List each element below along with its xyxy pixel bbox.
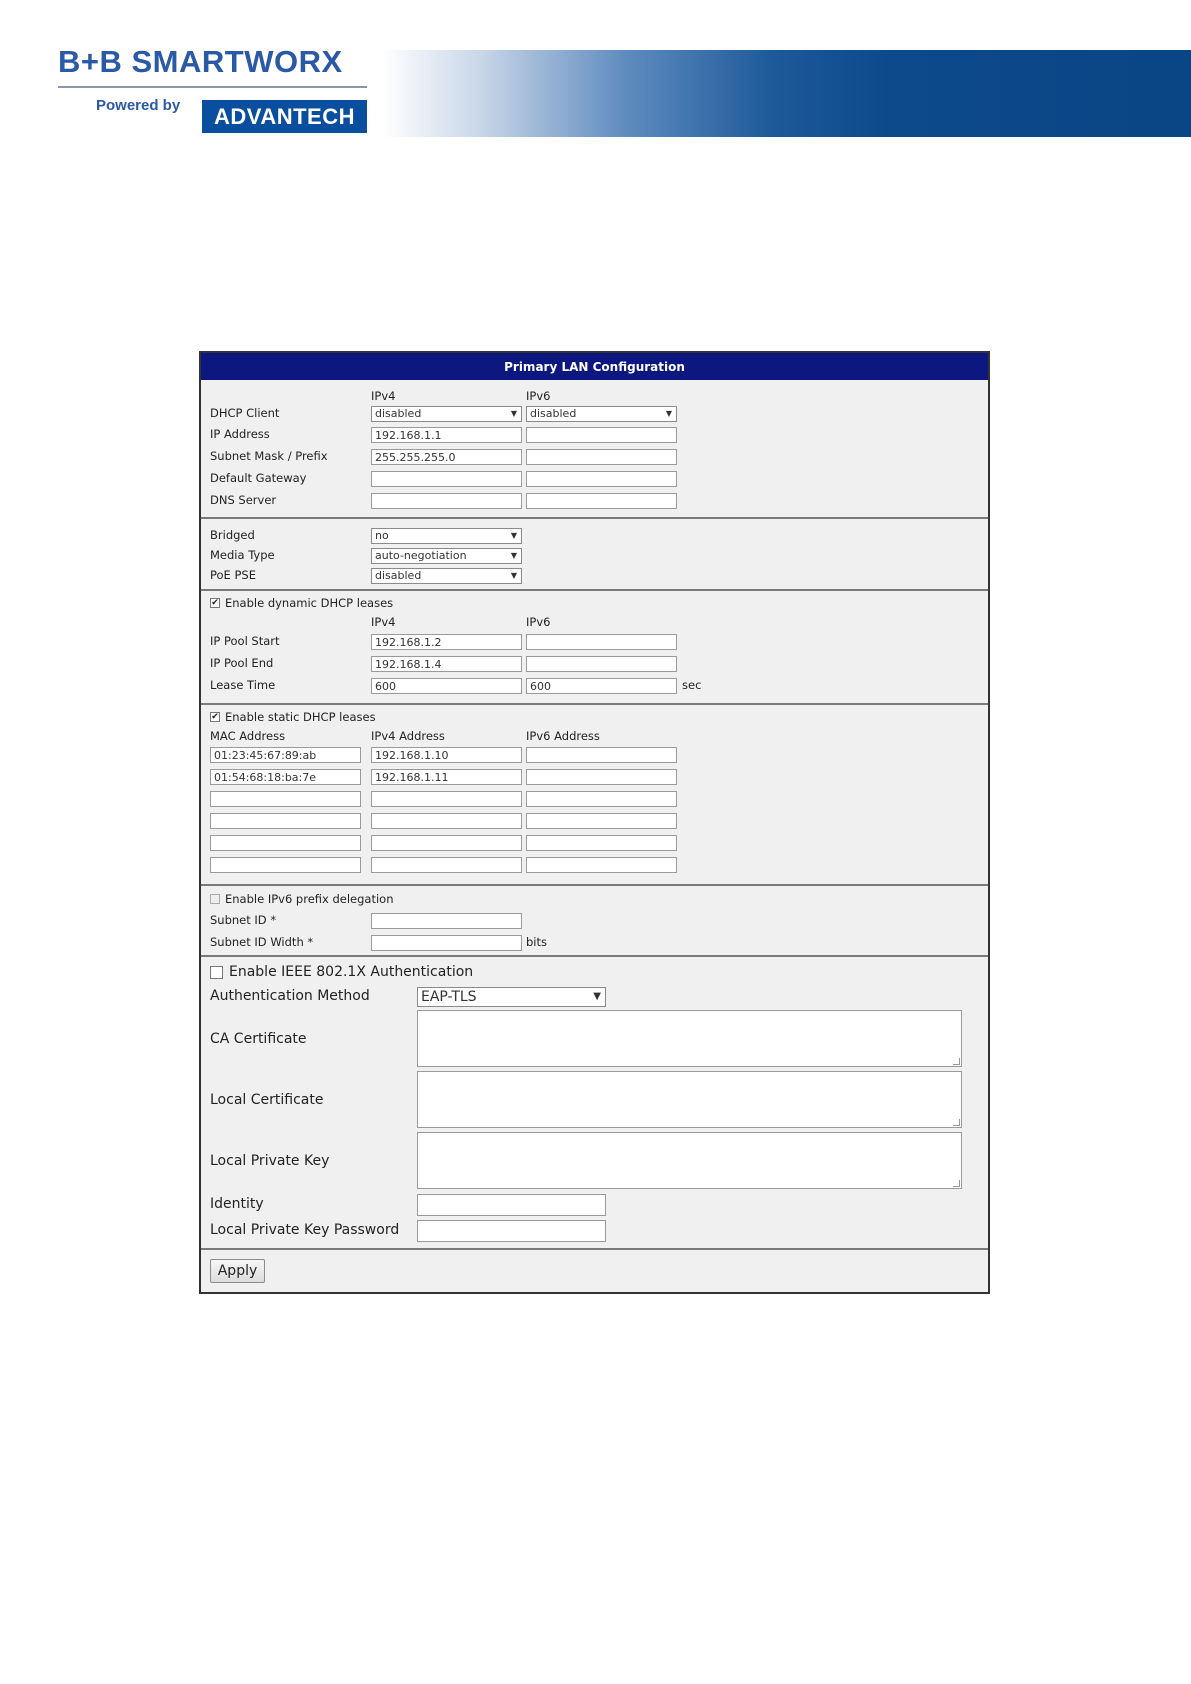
enable-prefix-delegation-checkbox[interactable] xyxy=(210,894,220,904)
ipv4-column-header: IPv4 xyxy=(371,615,396,629)
static-lease-ipv4-input[interactable] xyxy=(371,835,522,851)
subnet-mask-label: Subnet Mask / Prefix xyxy=(210,449,328,463)
static-lease-mac-input[interactable] xyxy=(210,835,361,851)
ipv4-column-header: IPv4 xyxy=(371,389,396,403)
check-icon: ✔ xyxy=(211,712,219,722)
dhcp-client-ipv6-select[interactable]: disabled ▼ xyxy=(526,406,677,422)
static-lease-ipv6-input[interactable] xyxy=(526,813,677,829)
apply-section xyxy=(201,1248,988,1292)
subnet-id-label: Subnet ID * xyxy=(210,913,277,927)
enable-8021x-checkbox[interactable] xyxy=(210,966,223,979)
dhcp-client-label: DHCP Client xyxy=(210,406,280,420)
default-gateway-ipv4-input[interactable] xyxy=(371,471,522,487)
dynamic-dhcp-section xyxy=(201,589,988,705)
resize-handle-icon[interactable] xyxy=(953,1058,960,1065)
lease-time-ipv6-input[interactable] xyxy=(526,678,677,694)
bridged-select[interactable]: no ▼ xyxy=(371,528,522,544)
primary-lan-configuration-panel xyxy=(199,351,990,1294)
authentication-method-label: Authentication Method xyxy=(210,988,370,1004)
dns-server-ipv6-input[interactable] xyxy=(526,493,677,509)
default-gateway-label: Default Gateway xyxy=(210,471,307,485)
lease-time-unit: sec xyxy=(682,678,702,692)
static-lease-mac-input[interactable] xyxy=(210,857,361,873)
poe-pse-select[interactable]: disabled ▼ xyxy=(371,568,522,584)
enable-static-dhcp-label: Enable static DHCP leases xyxy=(225,710,376,724)
ip-address-ipv6-input[interactable] xyxy=(526,427,677,443)
prefix-delegation-section xyxy=(201,884,988,957)
ipv6-column-header: IPv6 xyxy=(526,389,551,403)
header-gradient-band xyxy=(382,50,1191,137)
identity-input[interactable] xyxy=(417,1194,606,1216)
enable-dynamic-dhcp-label: Enable dynamic DHCP leases xyxy=(225,596,394,610)
chevron-down-icon: ▼ xyxy=(593,991,601,1002)
default-gateway-ipv6-input[interactable] xyxy=(526,471,677,487)
media-type-select[interactable]: auto-negotiation ▼ xyxy=(371,548,522,564)
ip-address-label: IP Address xyxy=(210,427,270,441)
chevron-down-icon: ▼ xyxy=(510,531,517,540)
interface-section xyxy=(201,517,988,591)
subnet-id-width-input[interactable] xyxy=(371,935,522,951)
static-lease-mac-input[interactable] xyxy=(210,813,361,829)
ca-certificate-textarea[interactable] xyxy=(417,1010,962,1067)
static-lease-ipv4-input[interactable] xyxy=(371,791,522,807)
static-lease-ipv6-input[interactable] xyxy=(526,835,677,851)
static-lease-mac-input[interactable] xyxy=(210,769,361,785)
local-certificate-textarea[interactable] xyxy=(417,1071,962,1128)
static-lease-mac-input[interactable] xyxy=(210,791,361,807)
resize-handle-icon[interactable] xyxy=(953,1119,960,1126)
prefix-ipv6-input[interactable] xyxy=(526,449,677,465)
ip-pool-end-label: IP Pool End xyxy=(210,656,274,670)
static-lease-ipv6-input[interactable] xyxy=(526,747,677,763)
enable-dynamic-dhcp-checkbox[interactable] xyxy=(210,598,220,608)
brand-name: B+B SMARTWORX xyxy=(58,44,343,79)
static-lease-ipv6-input[interactable] xyxy=(526,791,677,807)
ip-pool-start-ipv4-input[interactable] xyxy=(371,634,522,650)
lease-time-label: Lease Time xyxy=(210,678,276,692)
dns-server-ipv4-input[interactable] xyxy=(371,493,522,509)
lease-time-ipv4-input[interactable] xyxy=(371,678,522,694)
static-lease-mac-input[interactable] xyxy=(210,747,361,763)
ieee-8021x-section xyxy=(201,955,988,1250)
chevron-down-icon: ▼ xyxy=(510,551,517,560)
static-lease-ipv4-input[interactable] xyxy=(371,857,522,873)
panel-title: Primary LAN Configuration xyxy=(201,353,988,380)
enable-8021x-label: Enable IEEE 802.1X Authentication xyxy=(229,964,474,980)
static-lease-ipv4-input[interactable] xyxy=(371,769,522,785)
bridged-label: Bridged xyxy=(210,528,255,542)
local-private-key-label: Local Private Key xyxy=(210,1153,330,1169)
poe-pse-label: PoE PSE xyxy=(210,568,256,582)
chevron-down-icon: ▼ xyxy=(665,409,672,418)
powered-by-text: Powered by xyxy=(96,97,181,114)
static-lease-ipv4-input[interactable] xyxy=(371,747,522,763)
ip-pool-end-ipv6-input[interactable] xyxy=(526,656,677,672)
static-lease-ipv6-input[interactable] xyxy=(526,769,677,785)
mac-address-column-header: MAC Address xyxy=(210,729,286,743)
ip-pool-end-ipv4-input[interactable] xyxy=(371,656,522,672)
chevron-down-icon: ▼ xyxy=(510,409,517,418)
static-lease-ipv6-input[interactable] xyxy=(526,857,677,873)
authentication-method-select[interactable]: EAP-TLS ▼ xyxy=(417,987,606,1007)
apply-button[interactable]: Apply xyxy=(210,1259,265,1283)
resize-handle-icon[interactable] xyxy=(953,1180,960,1187)
ip-pool-start-ipv6-input[interactable] xyxy=(526,634,677,650)
enable-prefix-delegation-label: Enable IPv6 prefix delegation xyxy=(225,892,394,906)
subnet-mask-ipv4-input[interactable] xyxy=(371,449,522,465)
ip-pool-start-label: IP Pool Start xyxy=(210,634,280,648)
ca-certificate-label: CA Certificate xyxy=(210,1031,307,1047)
identity-label: Identity xyxy=(210,1196,264,1212)
ipv4-address-column-header: IPv4 Address xyxy=(371,729,445,743)
local-private-key-textarea[interactable] xyxy=(417,1132,962,1189)
dhcp-client-ipv4-select[interactable]: disabled ▼ xyxy=(371,406,522,422)
local-certificate-label: Local Certificate xyxy=(210,1092,324,1108)
static-dhcp-section xyxy=(201,703,988,886)
ipv6-column-header: IPv6 xyxy=(526,615,551,629)
media-type-label: Media Type xyxy=(210,548,275,562)
ipv6-address-column-header: IPv6 Address xyxy=(526,729,600,743)
static-lease-ipv4-input[interactable] xyxy=(371,813,522,829)
advantech-logo: ADVANTECH xyxy=(202,100,367,133)
subnet-id-width-label: Subnet ID Width * xyxy=(210,935,314,949)
local-private-key-password-label: Local Private Key Password xyxy=(210,1222,400,1238)
dns-server-label: DNS Server xyxy=(210,493,277,507)
subnet-id-input[interactable] xyxy=(371,913,522,929)
enable-static-dhcp-checkbox[interactable] xyxy=(210,712,220,722)
ip-address-ipv4-input[interactable] xyxy=(371,427,522,443)
chevron-down-icon: ▼ xyxy=(510,571,517,580)
check-icon: ✔ xyxy=(211,598,219,608)
local-private-key-password-input[interactable] xyxy=(417,1220,606,1242)
brand-divider xyxy=(58,86,367,88)
subnet-id-width-unit: bits xyxy=(526,935,547,949)
